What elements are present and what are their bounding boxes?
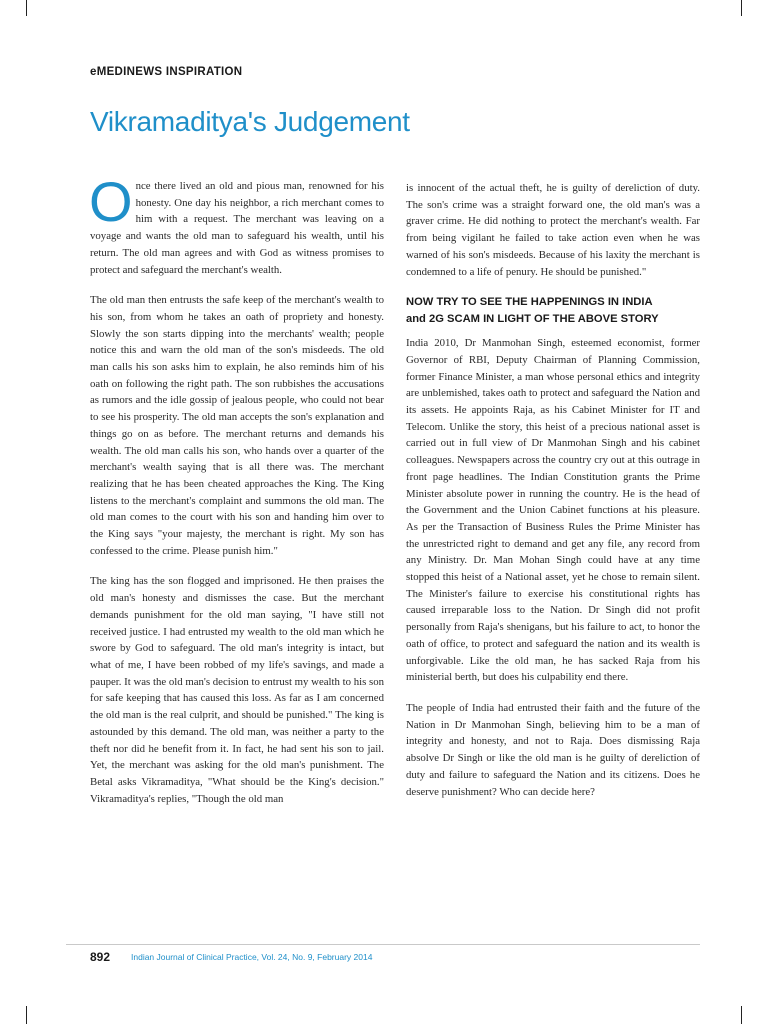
paragraph-5: The people of India had entrusted their faith and the future of the Nation in Dr Manmohan Singh, believing him to be a man of integrity and honesty, and not to Raja. Does dismissing Raja absolve Dr Singh or like the old man is he guilty of dereliction of duty and failure to safeguard the Nation and its citizens. Does he deserve punishment? Who can decide here?: [406, 701, 700, 798]
left-column: [89, 170, 385, 821]
article-title: Vikramaditya's Judgement: [90, 106, 410, 137]
footer-divider: [66, 944, 700, 945]
crop-mark-top-left: [26, 0, 27, 16]
right-column: [406, 180, 700, 814]
crop-mark-top-right: [741, 0, 742, 16]
subheading-line-2: and 2G SCAM IN LIGHT OF THE ABOVE STORY: [406, 312, 659, 325]
subheading: [406, 294, 700, 327]
subheading-line-1: NOW TRY TO SEE THE HAPPENINGS IN INDIA: [406, 296, 653, 309]
crop-mark-bottom-left: [26, 1006, 27, 1024]
drop-cap: O: [89, 170, 133, 233]
section-label: eMEDINEWS INSPIRATION: [90, 66, 243, 78]
page-number: 892: [90, 950, 111, 964]
journal-citation: Indian Journal of Clinical Practice, Vol. 24, No. 9, February 2014: [131, 952, 373, 962]
paragraph-text: nce there lived an old and pious man, renowned for his honesty. One day his neighbor, a rich merchant comes to him with a request. The merchant was leaving on a voyage and wants the old man to safeguard his wealth, until his return. The old man agrees and with God as witness promises to protect and safeguard the merchant's wealth.: [90, 180, 384, 276]
crop-mark-bottom-right: [741, 1006, 742, 1024]
paragraph-2: The old man then entrusts the safe keep of the merchant's wealth to his son, from whom he takes an oath of propriety and honesty. Slowly the son starts dipping into the merchants' wealth; people notice this and warn the old man of the son's misdeeds. The old man calls his son asks him to explain, he also reminds him of his oath on following the right path. The son rubbishes the accusations as rumors and the idle gossip of jealous people, who could not bear to see his prosperity. The old man accepts the son's explanation and things go on as before. The merchant returns and demands his wealth. The old man calls his son, who hands over a quarter of the merchant's wealth saying that is all there was. The merchant realizing that he has been cheated approaches the King. The King listens to the merchant's complaint and summons the old man. The old man comes to the court with his son and handing him over to the King says "your majesty, the merchant is right. My son has confessed to the crime. Please punish him.": [90, 294, 384, 557]
paragraph-4: India 2010, Dr Manmohan Singh, esteemed economist, former Governor of RBI, Deputy Chairman of Planning Commission, former Finance Minister, a man whose personal ethics and integrity are unblemished, takes oath to protect and safeguard the Nation and its assets. He appoints Raja, as his Cabinet Minister for IT and Telecom. Unlike the story, this heist of a precious national asset is carried out in full view of Dr Manmohan Singh and his cabinet colleagues. Newspapers across the country cry out at this outrage in front page headlines. The Indian Constitution grants the Prime Minister absolute power in running the country. He is the head of the Government and the Union Cabinet functions at his pleasure. As per the Transaction of Business Rules the Prime Minister has the unrestricted right to demand and get any file, any record from any Ministry. Dr. Man Mohan Singh could have at any time stopped this heist of a National asset, yet he chose to remain silent. The Minister's failure to exercise his constitutional rights has caused irreparable loss to the Nation. Dr Singh did not profit personally from Raja's shenigans, but his failure to act, to honor the oath of office, to protect and safeguard the nation and its wealth is unforgivable. Like the old man, he has sacked Raja from his ministerial berth, but does his culpability end there.: [406, 337, 700, 684]
paragraph-continued: is innocent of the actual theft, he is guilty of dereliction of duty. The son's crime was a straight forward one, the old man's was a graver crime. He did nothing to protect the merchant's wealth. Far from being vigilant he failed to take action even when he was warned of his son's misdeeds. Because of his laxity the merchant is condemned to a life of penury. He should be punished.": [406, 182, 700, 278]
paragraph-1: [89, 170, 384, 278]
paragraph-3: The king has the son flogged and imprisoned. He then praises the old man's honesty and dismisses the case. But the merchant demands punishment for the old man saying, "I have still not received justice. I had entrusted my wealth to the old man which he swore by God to safeguard. The old man's integrity is intact, but what of me, I have been robbed of my life's savings, and made a pauper. It was the old man's decision to entrust my wealth to his son for safe keeping that has caused this loss. As far as I am concerned the old man is the real culprit, and should be punished." The king is astounded by this demand. The old man, was neither a party to the theft nor did he benefit from it. In fact, he had sent his son to jail. Yet, the merchant was asking for the old man's punishment. The Betal asks Vikramaditya, "What should be the King's decision." Vikramaditya's replies, "Though the old man: [90, 575, 385, 805]
